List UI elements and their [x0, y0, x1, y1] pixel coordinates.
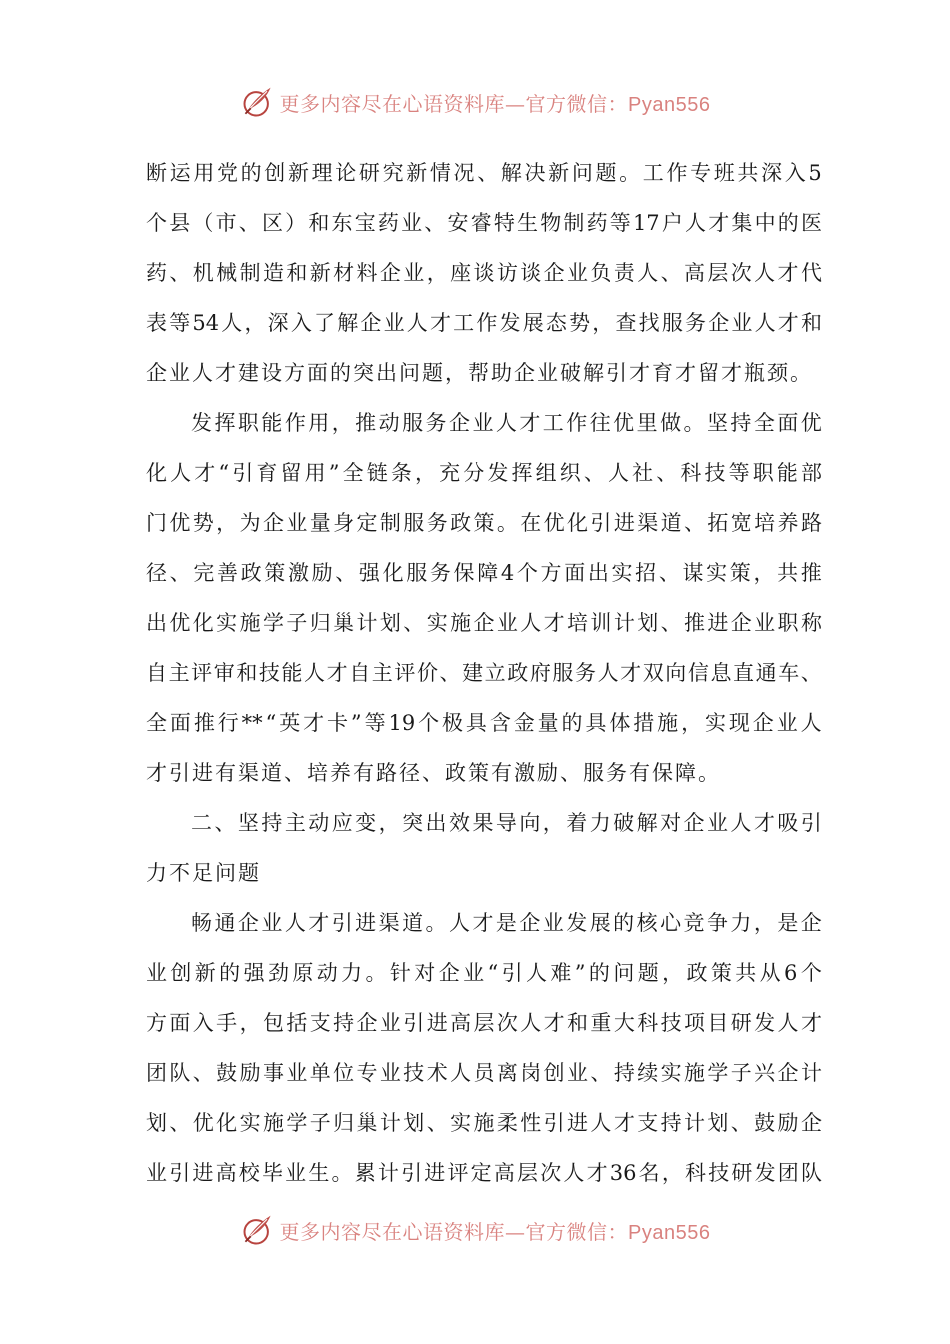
quill-logo-icon: [240, 84, 276, 120]
text-line: 化 人 才 “ 引 育 留 用 ” 全 链 条 ， 充 分 发 挥 组 织 、 人 社 、 科 技 等 职 能 部: [146, 461, 822, 485]
text-line: 业 创 新 的 强 劲 原 动 力 。 针 对 企 业 “ 引 人 难 ” 的 问 题 ， 政 策 共 从 6 个: [146, 961, 822, 985]
quill-logo-icon: [240, 1212, 276, 1248]
text-line: 二 、 坚 持 主 动 应 变 ， 突 出 效 果 导 向 ， 着 力 破 解 对 企 业 人 才 吸 引: [191, 811, 822, 835]
text-line: 才 引 进 有 渠 道 、 培 养 有 路 径 、 政 策 有 激 励 、 服 务 有 保 障 。: [146, 761, 721, 785]
header-banner-text: 更多内容尽在心语资料库—官方微信：Pyan556: [279, 91, 711, 116]
text-line: 表 等 54 人 ， 深 入 了 解 企 业 人 才 工 作 发 展 态 势 ， 查 找 服 务 企 业 人 才 和: [146, 311, 822, 335]
footer-wechat-id: Pyan556: [628, 1221, 711, 1244]
footer-banner-text: 更多内容尽在心语资料库—官方微信：Pyan556: [279, 1219, 711, 1244]
text-line: 断 运 用 党 的 创 新 理 论 研 究 新 情 况 、 解 决 新 问 题 。 工 作 专 班 共 深 入 5: [146, 161, 822, 185]
text-line: 径 、 完 善 政 策 激 励 、 强 化 服 务 保 障 4 个 方 面 出 实 招 、 谋 实 策 ， 共 推: [146, 561, 822, 585]
header-banner: [0, 80, 950, 124]
text-line: 自 主 评 审 和 技 能 人 才 自 主 评 价 、 建 立 政 府 服 务 人 才 双 向 信 息 直 通 车 、: [146, 661, 822, 685]
text-line: 方 面 入 手 ， 包 括 支 持 企 业 引 进 高 层 次 人 才 和 重 大 科 技 项 目 研 发 人 才: [146, 1011, 822, 1035]
text-line: 个 县 （ 市 、 区 ） 和 东 宝 药 业 、 安 睿 特 生 物 制 药 等 17 户 人 才 集 中 的 医: [146, 211, 822, 235]
text-line: 全 面 推 行 ** “ 英 才 卡 ” 等 19 个 极 具 含 金 量 的 具 体 措 施 ， 实 现 企 业 人: [146, 711, 822, 735]
document-body: [146, 148, 822, 1198]
text-line: 门 优 势 ， 为 企 业 量 身 定 制 服 务 政 策 。 在 优 化 引 进 渠 道 、 拓 宽 培 养 路: [146, 511, 822, 535]
text-line: 畅 通 企 业 人 才 引 进 渠 道 。 人 才 是 企 业 发 展 的 核 心 竞 争 力 ， 是 企: [191, 911, 822, 935]
text-line: 业 引 进 高 校 毕 业 生 。 累 计 引 进 评 定 高 层 次 人 才 36 名 ， 科 技 研 发 团 队: [146, 1161, 822, 1185]
text-line: 出 优 化 实 施 学 子 归 巢 计 划 、 实 施 企 业 人 才 培 训 计 划 、 推 进 企 业 职 称: [146, 611, 822, 635]
text-line: 团 队 、 鼓 励 事 业 单 位 专 业 技 术 人 员 离 岗 创 业 、 持 续 实 施 学 子 兴 企 计: [146, 1061, 822, 1085]
text-line: 发 挥 职 能 作 用 ， 推 动 服 务 企 业 人 才 工 作 往 优 里 做 。 坚 持 全 面 优: [191, 411, 822, 435]
footer-banner: [0, 1208, 950, 1252]
header-wechat-id: Pyan556: [628, 93, 711, 116]
text-line: 药 、 机 械 制 造 和 新 材 料 企 业 ， 座 谈 访 谈 企 业 负 责 人 、 高 层 次 人 才 代: [146, 261, 822, 285]
text-line: 划 、 优 化 实 施 学 子 归 巢 计 划 、 实 施 柔 性 引 进 人 才 支 持 计 划 、 鼓 励 企: [146, 1111, 822, 1135]
text-line: 企 业 人 才 建 设 方 面 的 突 出 问 题 ， 帮 助 企 业 破 解 引 才 育 才 留 才 瓶 颈 。: [146, 361, 813, 385]
text-line: 力 不 足 问 题: [146, 861, 261, 885]
